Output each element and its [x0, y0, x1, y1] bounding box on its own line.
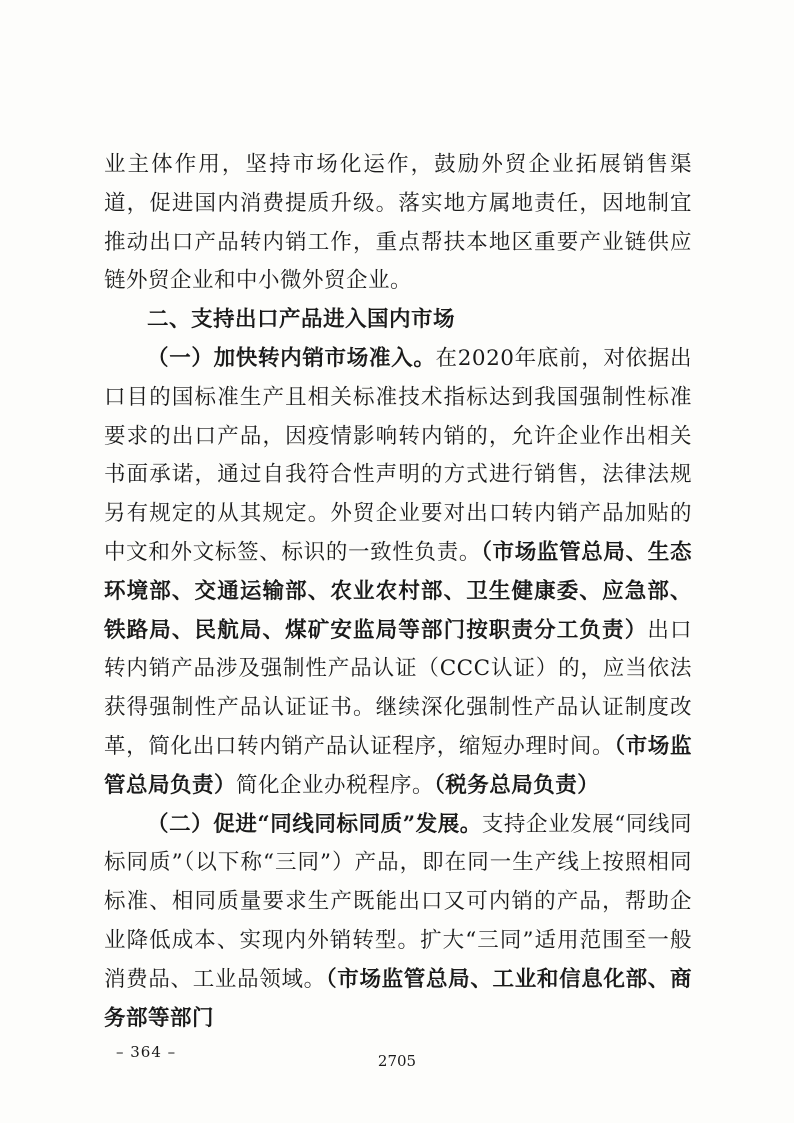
document-body: [104, 146, 692, 1038]
page-number: – 364 –: [116, 1043, 177, 1061]
item-2-text-a: 支持企业发展“同线同标同质”（以下称“三同”）产品，即在同一生产线上按照相同标准、相同质量要求生产既能出口又可内销的产品，帮助企业降低成本、实现内外销转型。扩大“三同”适用范围至一般消费品、工业品领域。: [104, 811, 692, 992]
item-1-text-c: 出口转内销产品涉及强制性产品认证（CCC认证）的，应当依法获得强制性产品认证证书。继续深化强制性产品认证制度改革，简化出口转内销产品认证程序，缩短办理时间。: [104, 617, 692, 759]
paragraph-item-2: [104, 806, 692, 1039]
item-1-text-e: 简化企业办税程序。: [236, 772, 435, 798]
item-1-responsible-f: （税务总局负责）: [434, 772, 600, 798]
paragraph-item-1: [104, 340, 692, 806]
item-1-title: （一）加快转内销市场准入。: [147, 345, 436, 371]
section-heading: 二、支持出口产品进入国内市场: [147, 307, 456, 333]
item-1-responsible-a: （市场监管总局、生态环境部、交通运输部、农业农村部、卫生健康委、应急部、铁路局、民航局、煤矿安监局等部门按职责分工负责）: [104, 539, 692, 643]
paragraph-continued: 业主体作用，坚持市场化运作，鼓励外贸企业拓展销售渠道，促进国内消费提质升级。落实地方属地责任，因地制宜推动出口产品转内销工作，重点帮扶本地区重要产业链供应链外贸企业和中小微外贸企业。: [104, 152, 692, 294]
item-2-title: （二）促进“同线同标同质”发展。: [147, 811, 482, 837]
item-1-responsible-d: （市场监管总局负责）: [104, 733, 692, 798]
item-2-responsible-b: （市场监管总局、工业和信息化部、商务部等部门: [104, 966, 692, 1031]
item-1-text-a: 在2020年底前，对依据出口目的国标准生产且相关标准技术指标达到我国强制性标准要求的出口产品，因疫情影响转内销的，允许企业作出相关书面承诺，通过自我符合性声明的方式进行销售，法律法规另有规定的从其规定。外贸企业要对出口转内销产品加贴的中文和外文标签、标识的一致性负责。: [104, 345, 692, 565]
document-number: 2705: [377, 1052, 417, 1070]
